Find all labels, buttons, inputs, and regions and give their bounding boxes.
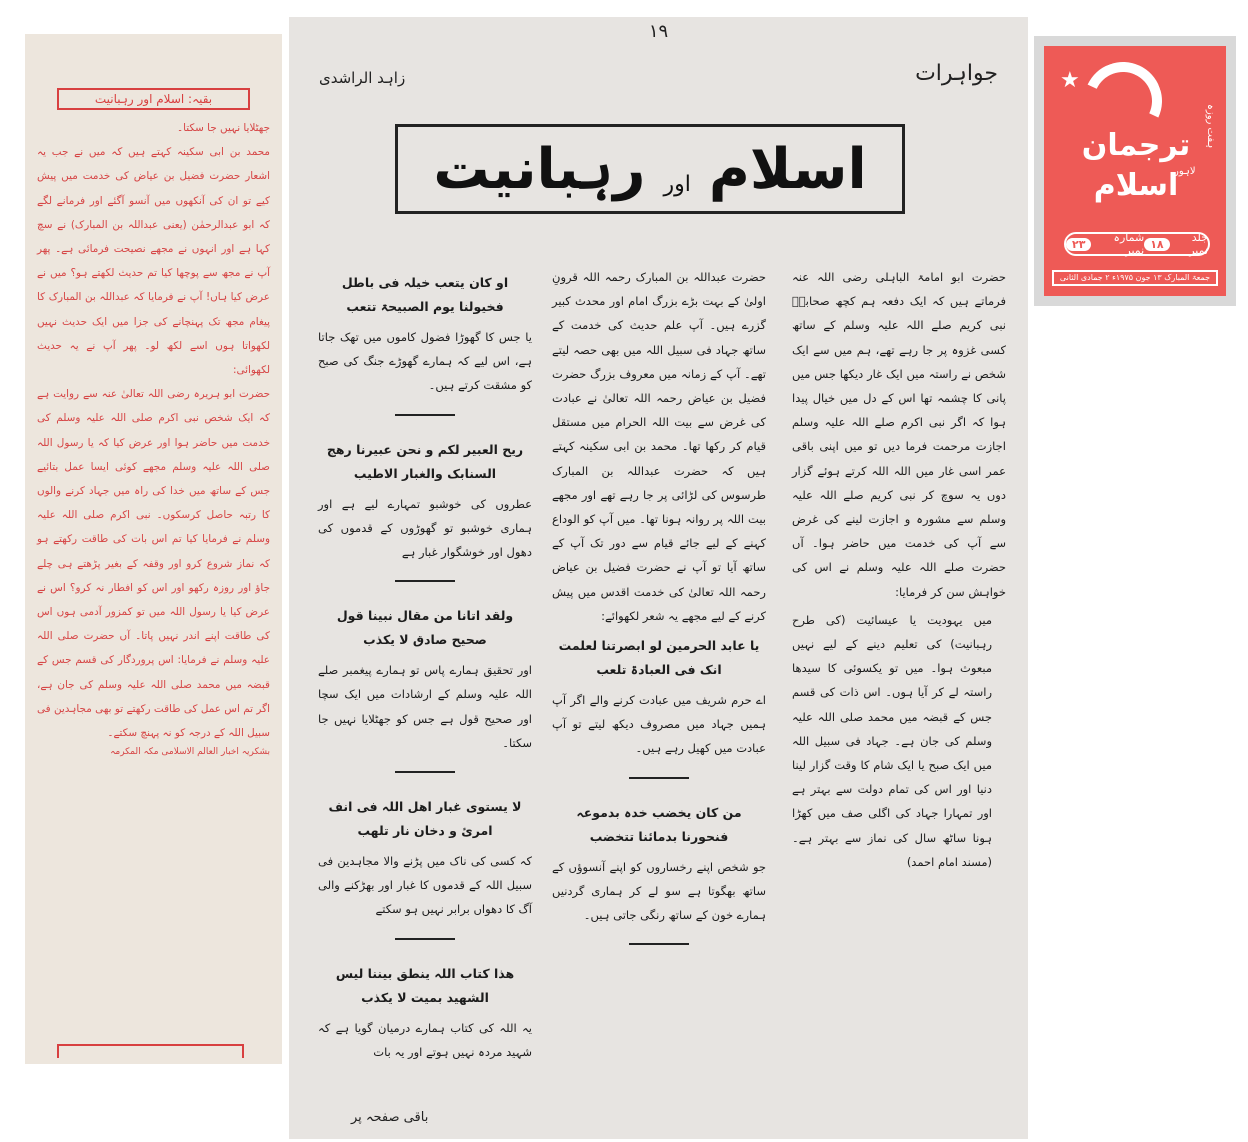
- footer-bracket: [57, 1044, 244, 1058]
- issue-number: ۲۳: [1066, 238, 1091, 251]
- volume-label: جلد نمبر: [1189, 231, 1208, 257]
- verse-translation: اور تحقیق ہمارے پاس تو ہمارے پیغمبر صلے اللہ علیہ وسلم کے ارشادات میں ایک سچا اور صحیح قول ہے جس کو جھٹلایا نہیں جا سکتا۔: [318, 663, 532, 750]
- verse-translation: اے حرم شریف میں عبادت کرنے والے اگر آپ ہمیں جہاد میں مصروف دیکھ لیتے تو آپ عبادت میں کھیل رہے ہیں۔: [552, 693, 766, 756]
- verse-translation: یہ اللہ کی کتاب ہمارے درمیان گویا ہے کہ شہید مردہ نہیں ہوتے اور یہ بات: [318, 1020, 532, 1059]
- section-title: جواہرات: [915, 61, 998, 86]
- arabic-verse: من کان یخضب خدہ بدموعہ فنحورنا بدمائنا تتخضب: [576, 804, 742, 844]
- arabic-verse: ھذا کتاب اللہ ینطق بیننا لیس الشھید بمیت لا یکذب: [335, 965, 515, 1005]
- title-word-rahbaniyat: رہبانیت: [433, 136, 646, 202]
- divider: [629, 777, 689, 779]
- weekly-label: ہفت روزہ: [1205, 104, 1216, 149]
- continuation-paragraph: محمد بن ابی سکینہ کہتے ہیں کہ میں نے جب یہ اشعار حضرت فضیل بن عیاض کی خدمت میں پیش کیے تو ان کی آنکھوں میں آنسو آگئے اور فرمانے لگے کہ ابو عبدالرحمٰن (یعنی عبداللہ بن المبارک) نے سچ کہا ہے اور انہوں نے مجھے نصیحت فرمائی ہے۔ پھر آپ نے مجھ سے پوچھا کیا تم حدیث لکھتے ہو؟ میں نے عرض کیا ہاں! آپ نے فرمایا کہ عبداللہ بن المبارک کا پیغام مجھ تک پہنچانے کی جزا میں ایک حدیث نہیں لکھواتا ہوں اسے لکھ لو۔ پھر آپ نے یہ حدیث لکھوائی:: [37, 146, 270, 377]
- hadith-quote: میں یہودیت یا عیسائیت (کی طرح رہبانیت) کی تعلیم دینے کے لیے نہیں مبعوث ہوا۔ میں تو یکسوئی کا سیدھا راستہ لے کر آیا ہوں۔ اس ذات کی قسم جس کے قبضہ میں محمد صلی اللہ علیہ وسلم کی جان ہے۔ جہاد فی سبیل اللہ میں ایک صبح یا ایک شام کا وقت گزار لینا دنیا اور اس کی تمام دولت سے بہتر ہے اور تمہارا جہاد کی اگلی صف میں کھڑا ہونا ساٹھ سال کی نماز سے بہتر ہے۔ (مسند امام احمد): [792, 612, 992, 869]
- issue-label: شمارہ نمبر: [1113, 231, 1145, 257]
- continuation-paragraph: حضرت ابو ہریرہ رضی اللہ تعالیٰ عنہ سے روایت ہے کہ ایک شخص نبی اکرم صلی اللہ علیہ وسلم کی خدمت میں حاضر ہوا اور عرض کیا کہ یا رسول اللہ صلی اللہ علیہ وسلم مجھے کوئی ایسا عمل بتائیے جس کے ساتھ میں خدا کی راہ میں جہاد کرنے والوں کا رتبہ حاصل کرسکوں۔ نبی اکرم صلی اللہ علیہ وسلم نے فرمایا کیا تم اس بات کی طاقت رکھتے ہو کہ نماز شروع کرو اور وقفہ کے بغیر پڑھتے ہی چلے جاؤ اور روزہ رکھو اور اس کو افطار نہ کرو؟ اس نے عرض کیا یا رسول اللہ میں تو کمزور آدمی ہوں اس کی طاقت اپنے اندر نہیں پاتا۔ آں حضرت صلی اللہ علیہ وسلم نے فرمایا: اس پروردگار کی قسم جس کے قبضہ میں محمد صلی اللہ علیہ وسلم کی جان ہے، اگر تم اس عمل کی طاقت رکھتے تو بھی مجاہدین فی سبیل اللہ کے درجہ کو نہ پہنچ سکتے۔: [37, 388, 270, 740]
- continuation-body: [37, 116, 270, 759]
- volume-number: ۱۸: [1144, 238, 1169, 251]
- divider: [395, 580, 455, 582]
- title-connector: اور: [663, 172, 691, 197]
- arabic-verse: یا عابد الحرمین لو ابصرتنا لعلمت انک فی العبادۃ تلعب: [558, 638, 760, 678]
- continuation-header: بقیہ: اسلام اور رہبانیت: [57, 88, 250, 110]
- title-word-islam: اسلام: [708, 136, 867, 202]
- continued-note: باقی صفحہ پر: [351, 1110, 429, 1125]
- arabic-verse: لا یستوی غبار اھل اللہ فی انف امرئ و دخان نار تلھب: [328, 799, 522, 839]
- magazine-name: ترجمان اسلام: [1081, 128, 1191, 203]
- divider: [395, 938, 455, 940]
- star-icon: ★: [1060, 68, 1080, 93]
- verse-translation: یا جس کا گھوڑا فضول کاموں میں تھک جاتا ہے، اس لیے کہ ہمارے گھوڑے جنگ کی صبح کو مشقت کرتے ہیں۔: [318, 330, 532, 393]
- divider: [629, 943, 689, 945]
- verse-translation: کہ کسی کی ناک میں پڑنے والا مجاہدین فی سبیل اللہ کے قدموں کا غبار اور بھڑکنے والی آگ کا دھواں برابر نہیں ہو سکتے: [318, 854, 532, 917]
- volume-issue-badge: [1064, 232, 1210, 256]
- credit-line: بشکریہ اخبار العالم الاسلامی مکہ المکرمہ: [110, 747, 270, 758]
- arabic-verse: ولقد اتانا من مقال نبینا قول صحیح صادق لا یکذب: [336, 608, 514, 648]
- verse-translation: عطروں کی خوشبو تمہارے لیے ہے اور ہماری خوشبو تو گھوڑوں کے قدموں کی دھول اور خوشگوار غبار ہے: [318, 496, 532, 560]
- cover-red-block: [1044, 46, 1226, 296]
- arabic-verse: او کان یتعب خیلہ فی باطل فخیولنا یوم الصبیحۃ تتعب: [341, 275, 509, 314]
- continuation-page: [25, 34, 282, 1064]
- article-title: [395, 124, 905, 214]
- column-middle: [552, 265, 766, 961]
- page-number: ۱۹: [648, 21, 669, 42]
- continuation-paragraph: جھٹلایا نہیں جا سکتا۔: [177, 122, 270, 134]
- main-page: [289, 17, 1028, 1139]
- author-name: زاہد الراشدی: [319, 69, 406, 87]
- magazine-cover: [1034, 36, 1236, 306]
- city-label: لاہور: [1174, 166, 1196, 177]
- column-right: [792, 265, 1006, 874]
- column-left: [318, 265, 532, 1064]
- date-line: جمعۃ المبارک ۱۳ جون ۱۹۷۵ء ۲ جمادی الثانی: [1052, 270, 1218, 286]
- arabic-verse: ریح العبیر لکم و نحن عبیرنا رھج السنابک والغبار الاطیب: [326, 441, 524, 481]
- divider: [395, 414, 455, 416]
- paragraph: حضرت ابو امامۃ الباہلی رضی اللہ عنہ فرماتے ہیں کہ ایک دفعہ ہم کچھ صحابہؓ نبی کریم صلے اللہ علیہ وسلم کے ساتھ کسی غزوہ پر جا رہے تھے، ہم میں سے ایک شخص نے راستہ میں ایک غار دیکھا جس میں پانی کا چشمہ تھا اس کے دل میں خیال پیدا ہوا کہ اگر نبی اکرم صلے اللہ علیہ وسلم اجازت مرحمت فرما دیں تو میں اپنی باقی عمر اسی غار میں اللہ اللہ کرتے ہوئے گزار دوں یہ سوچ کر نبی کریم صلے اللہ علیہ وسلم سے مشورہ و اجازت لینے کی غرض سے آپ کی خدمت میں حاضر ہوا۔ آں حضرت صلے اللہ علیہ وسلم نے اس کی خواہش سن کر فرمایا:: [792, 270, 1006, 599]
- paragraph: حضرت عبداللہ بن المبارک رحمہ اللہ قرونِ اولیٰ کے بہت بڑے بزرگ امام اور محدث کبیر گزرے ہیں۔ آپ علم حدیث کی خدمت کے ساتھ جہاد فی سبیل اللہ میں بھی حصہ لیتے تھے۔ آپ کے زمانہ میں معروف بزرگ حضرت فضیل بن عیاض رحمہ اللہ تعالیٰ نے عبادت کی غرض سے بیت اللہ الحرام میں مستقل قیام کر رکھا تھا۔ محمد بن ابی سکینہ کہتے ہیں کہ حضرت عبداللہ بن المبارک طرسوس کی لڑائی پر جا رہے تھے اور مجھے بیت اللہ پر روانہ ہونا تھا۔ میں آپ کو الوداع کہنے کے لیے جائے قیام سے دور تک آپ کے ساتھ آیا تو آپ نے حضرت فضیل بن عیاض رحمہ اللہ تعالیٰ کی خدمت اقدس میں پیش کرنے کے لیے مجھے یہ شعر لکھوائے:: [552, 270, 766, 623]
- divider: [395, 771, 455, 773]
- verse-translation: جو شخص اپنے رخساروں کو اپنے آنسوؤں کے ساتھ بھگوتا ہے سو لے کر ہماری گردنیں ہمارے خون کے ساتھ رنگی جاتی ہیں۔: [552, 859, 766, 923]
